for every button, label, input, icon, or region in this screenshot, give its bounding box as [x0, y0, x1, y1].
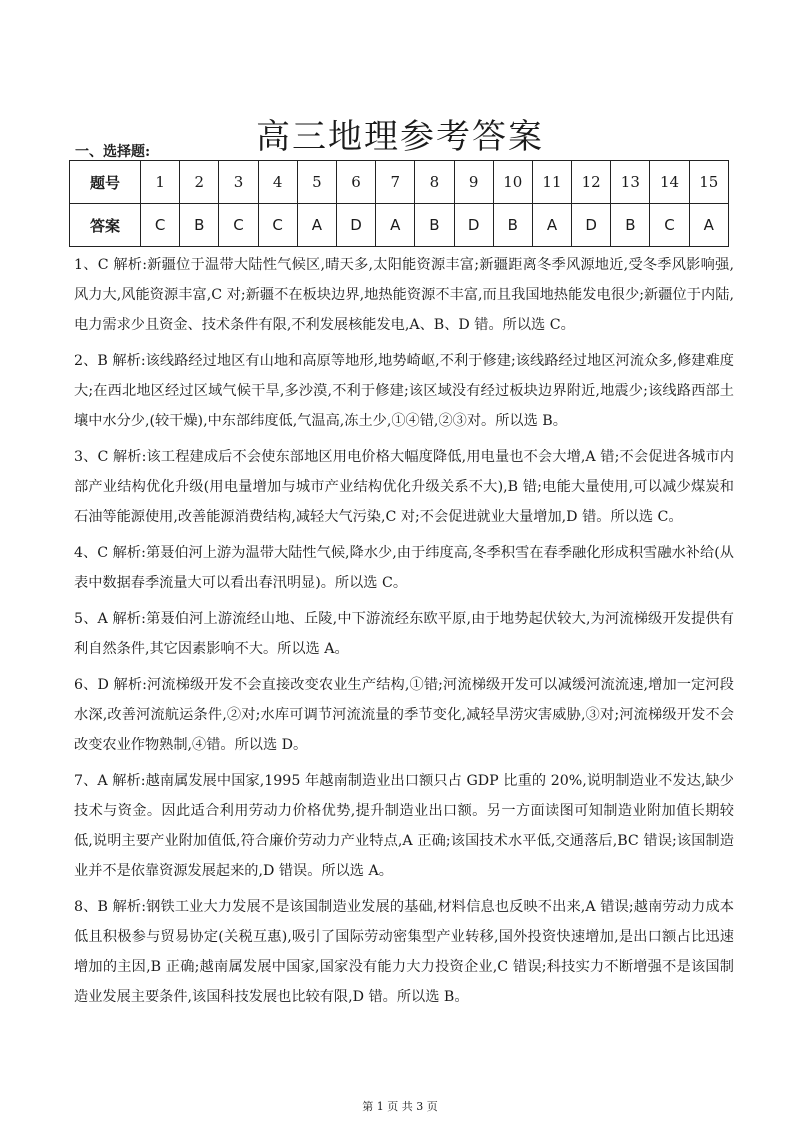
answer-cell: C	[258, 204, 297, 247]
explanation-5: 5、A 解析:第聂伯河上游流经山地、丘陵,中下游流经东欧平原,由于地势起伏较大,为河流梯级开发提供有利自然条件,其它因素影响不大。所以选 A。	[74, 611, 734, 657]
number-cell: 15	[689, 161, 728, 204]
answer-cell: B	[611, 204, 650, 247]
answer-cell: C	[141, 204, 180, 247]
explanation-4: 4、C 解析:第聂伯河上游为温带大陆性气候,降水少,由于纬度高,冬季积雪在春季融化形成积雪融水补给(从表中数据春季流量大可以看出春汛明显)。所以选 C。	[74, 545, 734, 591]
answer-cell: A	[376, 204, 415, 247]
number-cell: 5	[297, 161, 336, 204]
answer-cell: A	[689, 204, 728, 247]
answer-cell: D	[336, 204, 375, 247]
answer-cell: C	[219, 204, 258, 247]
number-cell: 12	[572, 161, 611, 204]
explanation-6: 6、D 解析:河流梯级开发不会直接改变农业生产结构,①错;河流梯级开发可以减缓河流流速,增加一定河段水深,改善河流航运条件,②对;水库可调节河流流量的季节变化,减轻旱涝灾害威胁,③对;河流梯级开发不会改变农业作物熟制,④错。所以选 D。	[74, 677, 734, 753]
number-cell: 7	[376, 161, 415, 204]
answer-cell: A	[532, 204, 571, 247]
row-label-answer: 答案	[70, 204, 141, 247]
number-cell: 2	[180, 161, 219, 204]
number-cell: 1	[141, 161, 180, 204]
number-cell: 6	[336, 161, 375, 204]
number-cell: 4	[258, 161, 297, 204]
explanation-3: 3、C 解析:该工程建成后不会使东部地区用电价格大幅度降低,用电量也不会大增,A 错;不会促进各城市内部产业结构优化升级(用电量增加与城市产业结构优化升级关系不大),B 错;电能大量使用,可以减少煤炭和石油等能源使用,改善能源消费结构,减轻大气污染,C 对;不会促进就业大量增加,D 错。所以选 C。	[74, 449, 734, 525]
page-title: 高三地理参考答案	[256, 116, 544, 157]
answer-table	[69, 160, 729, 247]
number-cell: 13	[611, 161, 650, 204]
explanation-8: 8、B 解析:钢铁工业大力发展不是该国制造业发展的基础,材料信息也反映不出来,A 错误;越南劳动力成本低且积极参与贸易协定(关税互惠),吸引了国际劳动密集型产业转移,国外投资快速增加,是出口额占比迅速增加的主因,B 正确;越南属发展中国家,国家没有能力大力投资企业,C 错误;科技实力不断增强不是该国制造业发展主要条件,该国科技发展也比较有限,D 错。所以选 B。	[74, 899, 734, 1005]
answer-cell: D	[572, 204, 611, 247]
answer-cell: B	[493, 204, 532, 247]
answer-row	[70, 204, 729, 247]
answer-cell: A	[297, 204, 336, 247]
number-cell: 14	[650, 161, 689, 204]
number-cell: 8	[415, 161, 454, 204]
page-footer: 第 1 页 共 3 页	[362, 1100, 438, 1113]
answer-cell: B	[180, 204, 219, 247]
section-heading: 一、选择题:	[75, 144, 151, 160]
explanation-2: 2、B 解析:该线路经过地区有山地和高原等地形,地势崎岖,不利于修建;该线路经过地区河流众多,修建难度大;在西北地区经过区域气候干旱,多沙漠,不利于修建;该区域没有经过板块边界附近,地震少;该线路西部土壤中水分少,(较干燥),中东部纬度低,气温高,冻土少,①④错,②③对。所以选 B。	[74, 353, 734, 429]
number-cell: 10	[493, 161, 532, 204]
explanation-1: 1、C 解析:新疆位于温带大陆性气候区,晴天多,太阳能资源丰富;新疆距离冬季风源地近,受冬季风影响强,风力大,风能资源丰富,C 对;新疆不在板块边界,地热能资源不丰富,而且我国地热能发电很少;新疆位于内陆,电力需求少且资金、技术条件有限,不利发展核能发电,A、B、D 错。所以选 C。	[74, 257, 734, 333]
answer-cell: D	[454, 204, 493, 247]
row-label-number: 题号	[70, 161, 141, 204]
number-cell: 3	[219, 161, 258, 204]
number-cell: 9	[454, 161, 493, 204]
explanations	[74, 250, 734, 1018]
answer-cell: B	[415, 204, 454, 247]
answer-cell: C	[650, 204, 689, 247]
number-cell: 11	[532, 161, 571, 204]
number-row	[70, 161, 729, 204]
explanation-7: 7、A 解析:越南属发展中国家,1995 年越南制造业出口额只占 GDP 比重的 20%,说明制造业不发达,缺少技术与资金。因此适合利用劳动力价格优势,提升制造业出口额。另一方面读图可知制造业附加值长期较低,说明主要产业附加值低,符合廉价劳动力产业特点,A 正确;该国技术水平低,交通落后,BC 错误;该国制造业并不是依靠资源发展起来的,D 错误。所以选 A。	[74, 773, 734, 879]
